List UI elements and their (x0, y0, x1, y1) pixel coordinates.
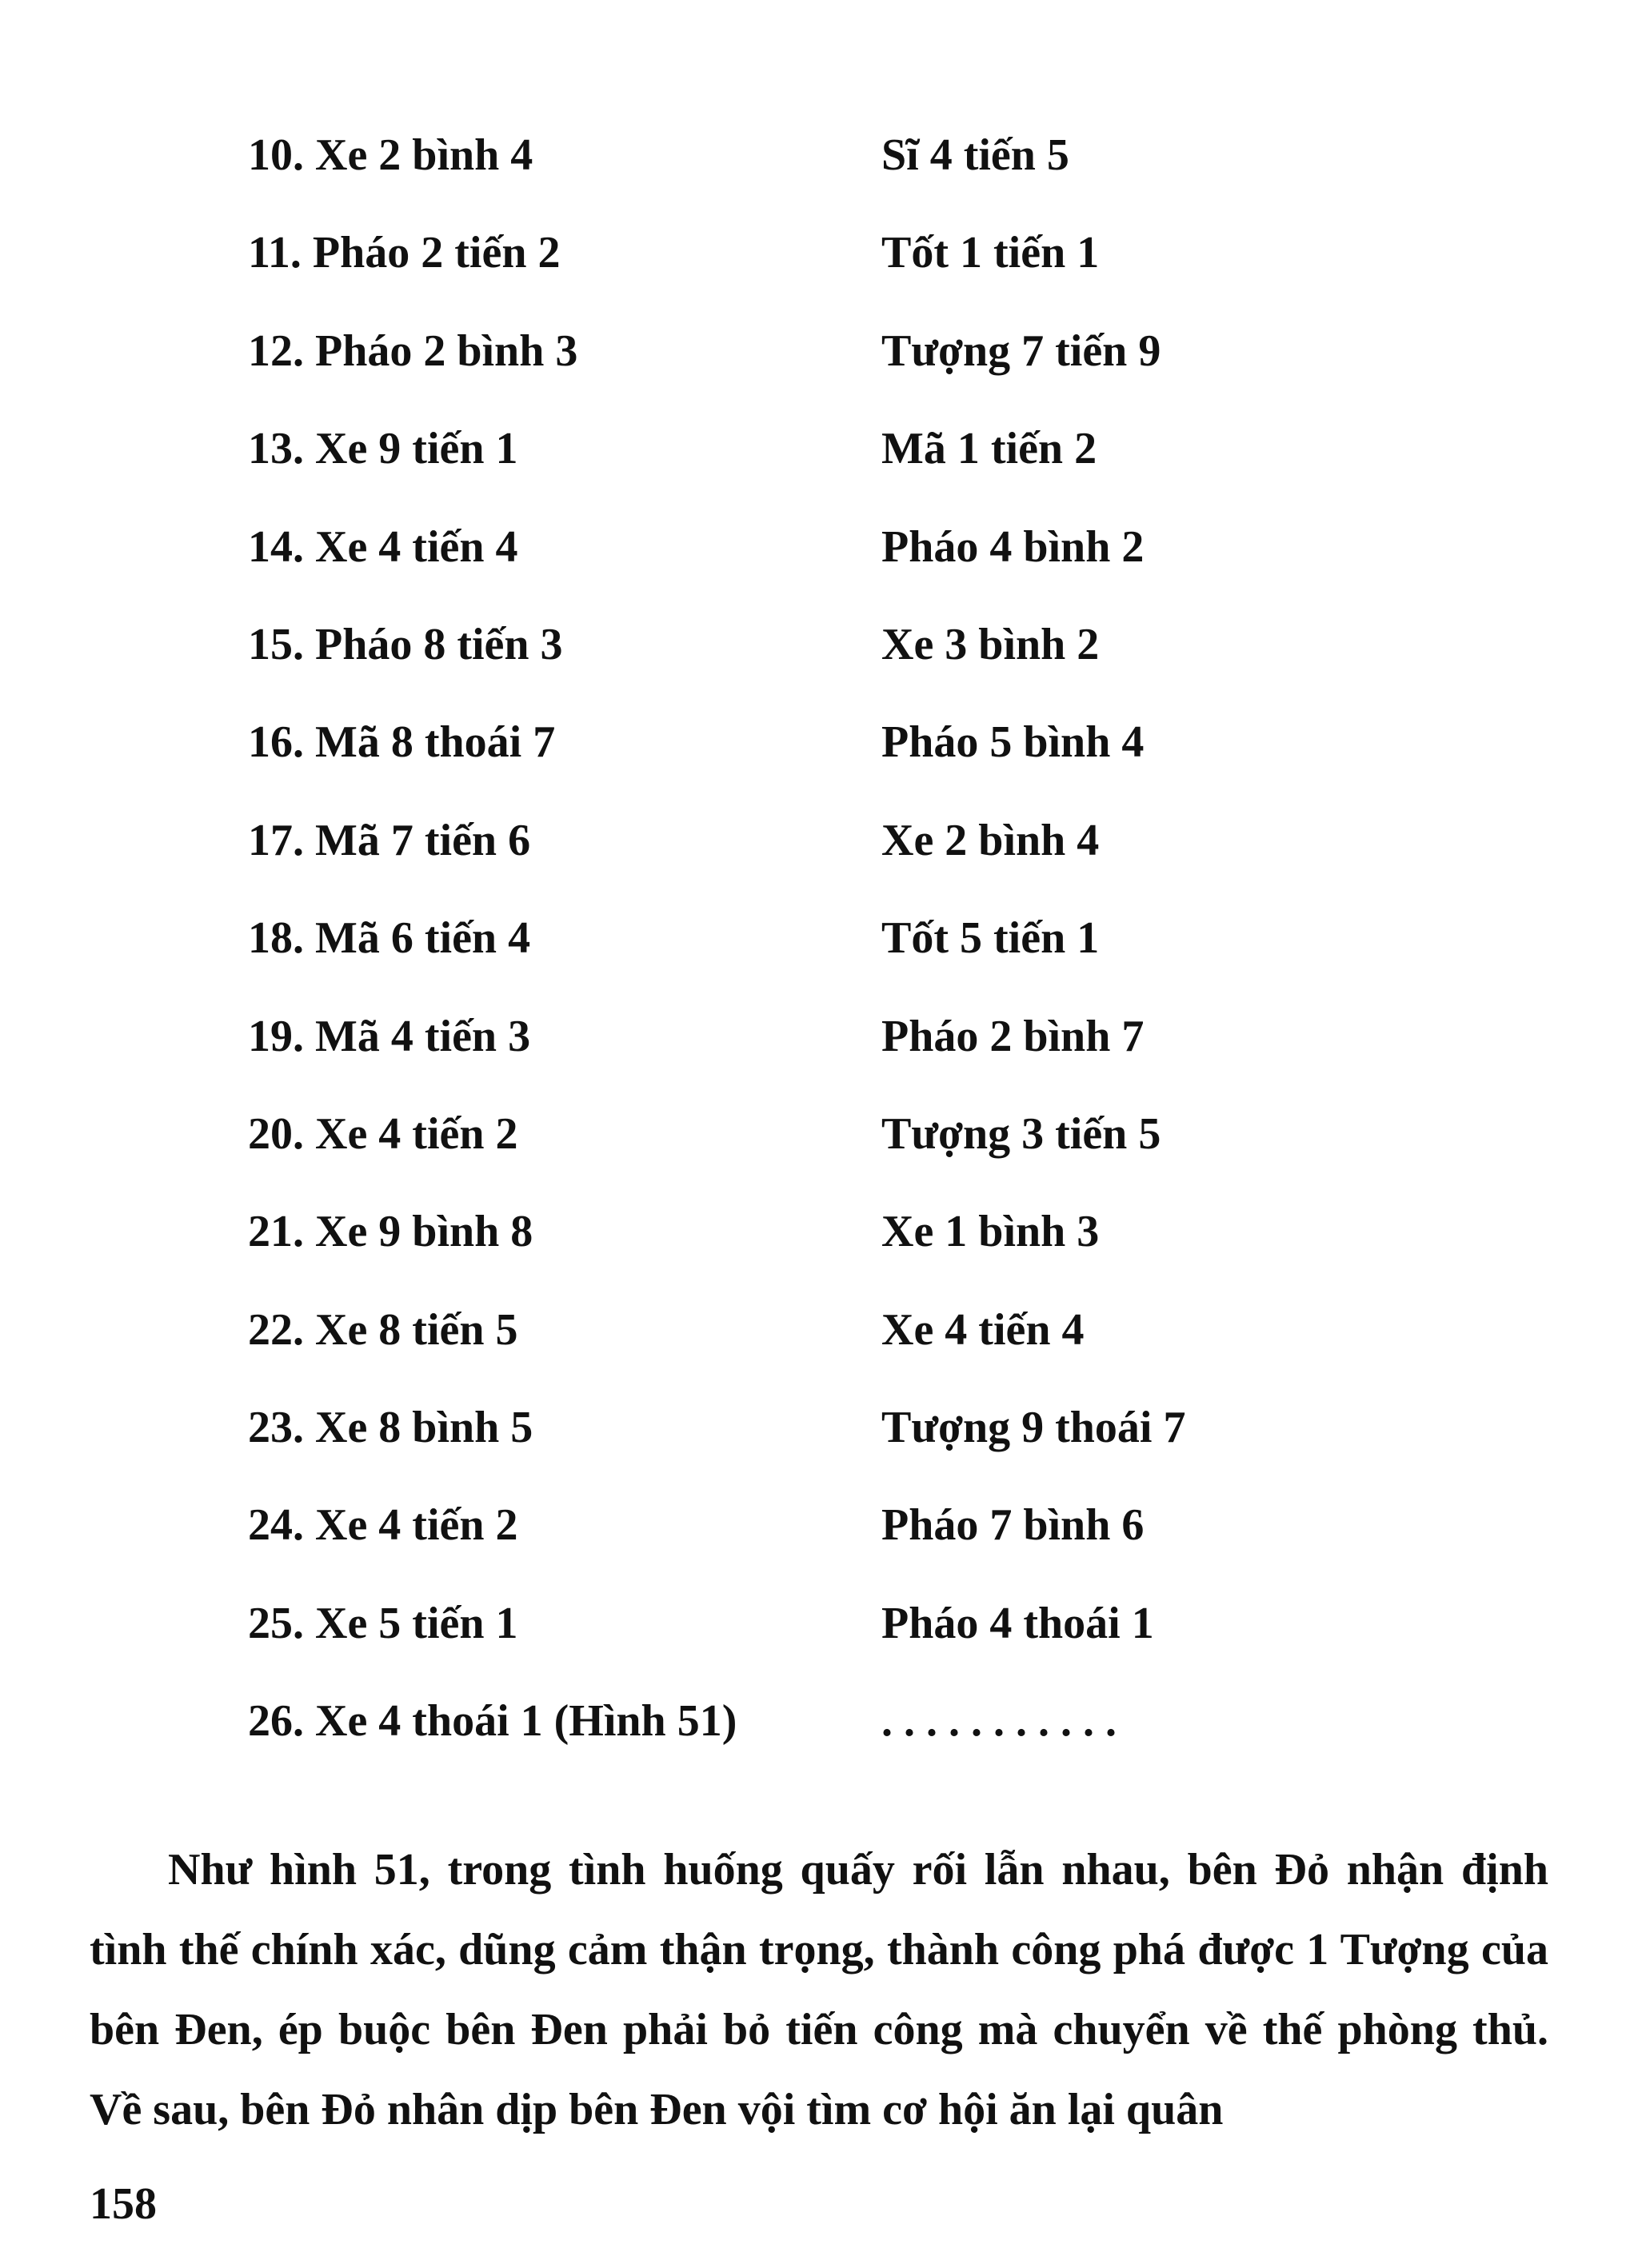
move-list (248, 126, 1448, 1791)
move-row (248, 1399, 1448, 1496)
black-move: Sĩ 4 tiến 5 (881, 130, 1069, 180)
red-move: 12. Pháo 2 bình 3 (248, 325, 578, 376)
red-move: 11. Pháo 2 tiến 2 (248, 228, 561, 278)
black-move: Tốt 1 tiến 1 (881, 228, 1100, 278)
red-move: 22. Xe 8 tiến 5 (248, 1304, 518, 1355)
black-move: Pháo 4 bình 2 (881, 521, 1145, 572)
move-row (248, 1105, 1448, 1203)
move-row (248, 909, 1448, 1007)
black-move: Pháo 2 bình 7 (881, 1011, 1145, 1061)
move-row (248, 1496, 1448, 1594)
move-row (248, 812, 1448, 909)
black-move: Xe 3 bình 2 (881, 619, 1100, 669)
black-move: Tượng 3 tiến 5 (881, 1108, 1161, 1159)
black-move: Tượng 9 thoái 7 (881, 1403, 1186, 1453)
move-row (248, 518, 1448, 616)
red-move: 10. Xe 2 bình 4 (248, 130, 533, 180)
black-move: Tượng 7 tiến 9 (881, 325, 1161, 376)
black-move: Mã 1 tiến 2 (881, 424, 1097, 474)
move-row (248, 1008, 1448, 1105)
move-row (248, 420, 1448, 517)
move-row (248, 126, 1448, 224)
move-row (248, 1203, 1448, 1300)
red-move: 25. Xe 5 tiến 1 (248, 1598, 518, 1648)
red-move: 17. Mã 7 tiến 6 (248, 815, 531, 865)
black-move: Xe 2 bình 4 (881, 815, 1100, 865)
red-move: 24. Xe 4 tiến 2 (248, 1500, 518, 1551)
red-move: 21. Xe 9 bình 8 (248, 1207, 533, 1257)
red-move: 14. Xe 4 tiến 4 (248, 521, 518, 572)
red-move: 19. Mã 4 tiến 3 (248, 1011, 531, 1061)
move-row (248, 713, 1448, 811)
commentary-paragraph: Như hình 51, trong tình huống quấy rối lẫn nhau, bên Đỏ nhận định tình thế chính xác, dũng cảm thận trọng, thành công phá được 1 Tượng của bên Đen, ép buộc bên Đen phải bỏ tiến công mà chuyển về thế phòng thủ. Về sau, bên Đỏ nhân dịp bên Đen vội tìm cơ hội ăn lại quân (90, 1845, 1548, 2134)
red-move: 13. Xe 9 tiến 1 (248, 424, 518, 474)
black-move: Pháo 7 bình 6 (881, 1500, 1145, 1551)
black-move: Pháo 5 bình 4 (881, 717, 1145, 768)
black-move: Pháo 4 thoái 1 (881, 1598, 1154, 1648)
red-move: 26. Xe 4 thoái 1 (Hình 51) (248, 1696, 737, 1747)
red-move: 18. Mã 6 tiến 4 (248, 913, 531, 964)
black-move-placeholder: ........... (881, 1696, 1128, 1747)
red-move: 15. Pháo 8 tiến 3 (248, 619, 563, 669)
move-row (248, 1595, 1448, 1692)
black-move: Xe 1 bình 3 (881, 1207, 1100, 1257)
red-move: 16. Mã 8 thoái 7 (248, 717, 556, 768)
move-row (248, 1692, 1448, 1790)
black-move: Tốt 5 tiến 1 (881, 913, 1100, 964)
red-move: 20. Xe 4 tiến 2 (248, 1108, 518, 1159)
black-move: Xe 4 tiến 4 (881, 1304, 1085, 1355)
move-row (248, 224, 1448, 321)
move-row (248, 1301, 1448, 1399)
red-move: 23. Xe 8 bình 5 (248, 1403, 533, 1453)
move-row (248, 322, 1448, 420)
move-row (248, 616, 1448, 713)
page-number: 158 (90, 2179, 157, 2229)
